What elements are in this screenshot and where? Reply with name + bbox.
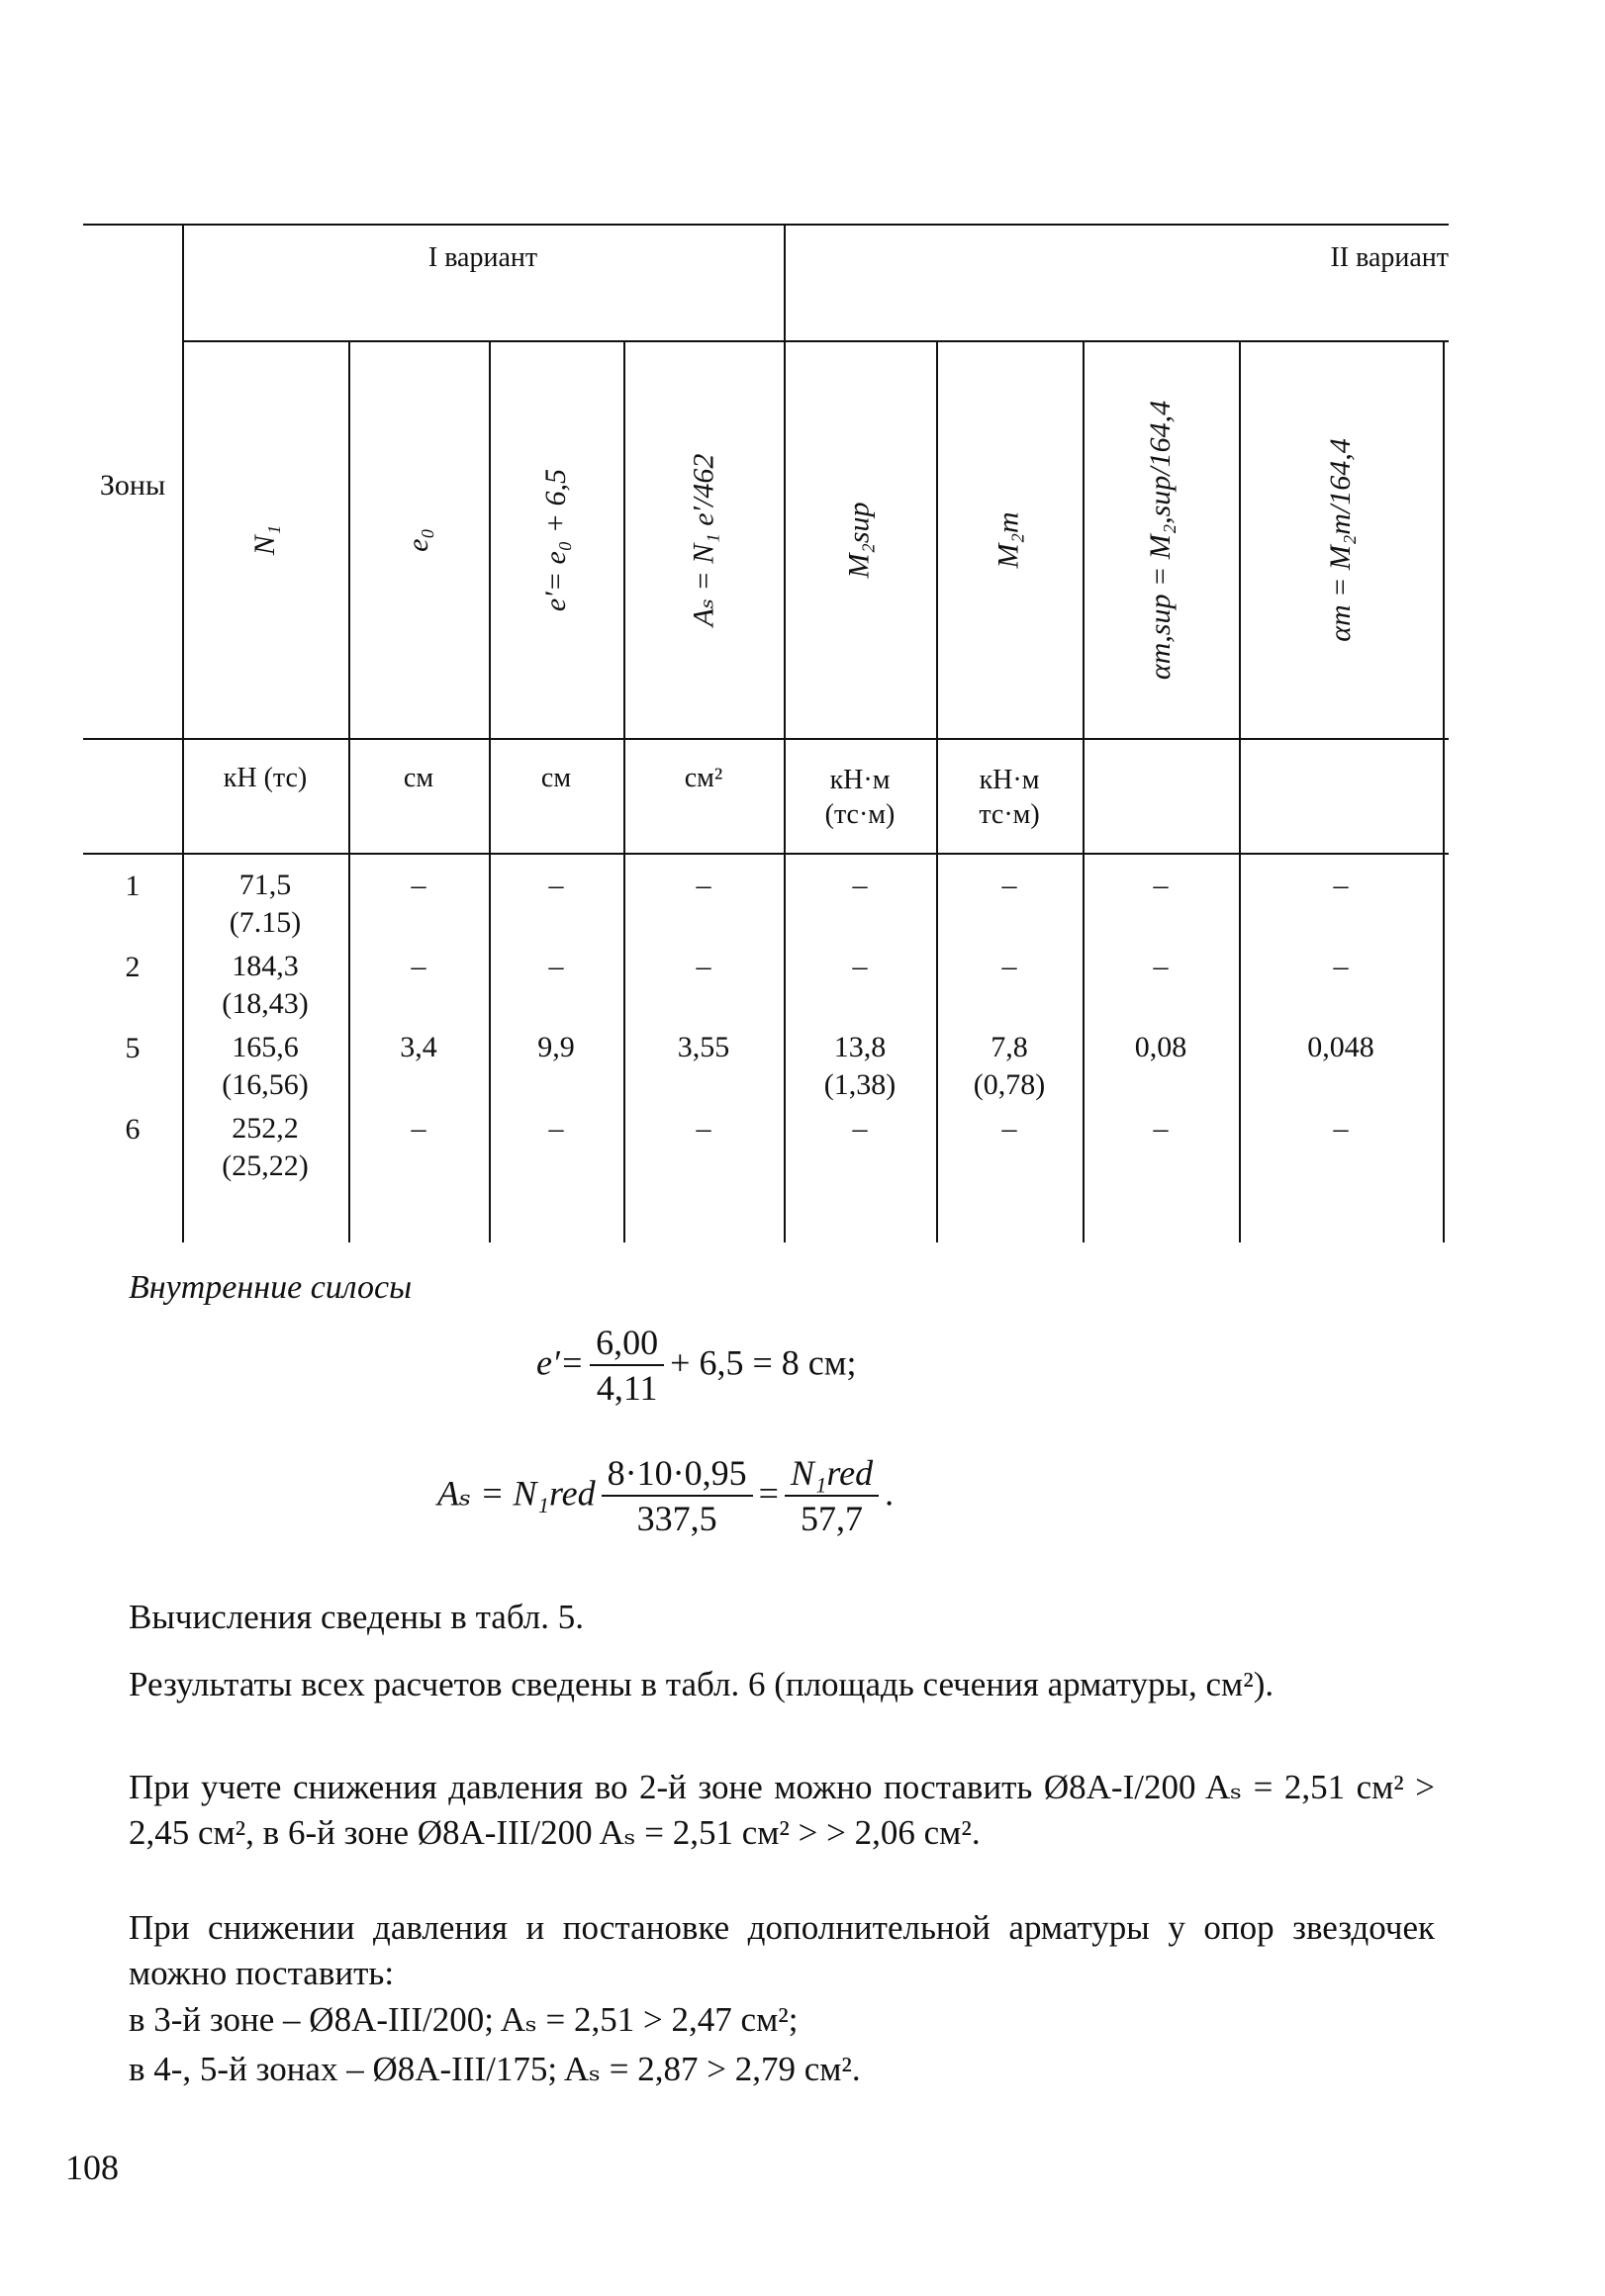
formula-m2sup: M₂sup — [842, 502, 876, 579]
formula2-eq: = — [758, 1473, 779, 1514]
table-cell: 13,8 (1,38) — [823, 1031, 897, 1101]
table-cell: 9,9 — [537, 1031, 575, 1063]
formula-as: Aₛ = N₁ e′/462 — [687, 453, 719, 627]
table-cell: – — [1153, 1112, 1169, 1145]
table-cell: – — [411, 1112, 426, 1145]
line-zone45: в 4-, 5-й зонах – Ø8А-III/175; Aₛ = 2,87 > 2,79 см². — [129, 2050, 861, 2088]
fraction-denominator: 337,5 — [636, 1499, 717, 1539]
table-cell: – — [696, 950, 711, 982]
zone-number: 6 — [125, 1113, 141, 1146]
unit-e0: см — [403, 762, 434, 793]
table-cell: 184,3 (18,43) — [222, 950, 309, 1020]
table-cell: – — [1001, 950, 1017, 982]
table-top-rule — [83, 224, 1449, 226]
table-cell: 0,08 — [1134, 1031, 1187, 1063]
table-cell: – — [411, 950, 426, 982]
line-zone3: в 3-й зоне – Ø8А-III/200; Aₛ = 2,51 > 2,47 см²; — [129, 2000, 799, 2039]
col-header-eprime — [489, 342, 623, 738]
table-cell: – — [1153, 950, 1169, 982]
fraction-numerator: N₁red — [785, 1452, 879, 1497]
variant2-header: II вариант — [1330, 242, 1449, 274]
results-table — [83, 224, 1449, 1242]
paragraph-extra-rebar: При снижении давления и постановке дополнительной арматуры у опор звездочек можно поставить: — [129, 1908, 1435, 1992]
col-header-m2sup — [784, 342, 936, 738]
formula-eprime: e′= e₀ + 6,5 — [539, 468, 572, 612]
col-header-m2m — [936, 342, 1083, 738]
table-cell: – — [1153, 869, 1169, 901]
unit-as: см² — [684, 762, 723, 793]
table-cell: – — [1333, 869, 1349, 901]
table-cell: 0,048 — [1307, 1031, 1374, 1063]
col-header-alpha-m — [1239, 342, 1443, 738]
unit-eprime: см — [540, 762, 572, 793]
fraction — [602, 1452, 753, 1541]
col-divider — [1443, 340, 1445, 1242]
table-cell: – — [852, 950, 868, 982]
table-cell: 71,5 (7.15) — [229, 869, 302, 939]
col-header-e0 — [348, 342, 489, 738]
fraction — [590, 1322, 664, 1411]
page-number: 108 — [65, 2148, 119, 2187]
table-cell: 165,6 (16,56) — [222, 1031, 309, 1101]
formula-alpha-sup: αm,sup = M₂,sup/164,4 — [1144, 400, 1178, 681]
formula2-end: . — [885, 1473, 895, 1514]
fraction-denominator: 57,7 — [800, 1499, 863, 1539]
table-cell: – — [1001, 869, 1017, 901]
fraction-denominator: 4,11 — [596, 1368, 658, 1409]
zone-number: 5 — [125, 1032, 141, 1064]
formula2-lhs: Aₛ = N₁red — [437, 1473, 596, 1514]
header-formula-rule — [83, 738, 1449, 740]
unit-m2m: кН·м тс·м) — [979, 765, 1040, 830]
table-cell: – — [696, 1112, 711, 1145]
unit-m2sup: кН·м (тс·м) — [824, 765, 896, 830]
table-cell: – — [1333, 1112, 1349, 1145]
fraction — [785, 1452, 879, 1541]
fraction-numerator: 8·10·0,95 — [602, 1452, 753, 1497]
formula-m2m: M₂m — [992, 511, 1025, 569]
zone-number: 2 — [125, 951, 141, 983]
unit-n1: кН (тс) — [223, 762, 308, 793]
table-cell: 252,2 (25,22) — [222, 1112, 309, 1182]
formula-e0: e₀ — [402, 528, 434, 552]
formula-eprime-calc — [536, 1322, 857, 1411]
zones-header: Зоны — [99, 469, 166, 502]
table-cell: – — [852, 869, 868, 901]
section-subtitle: Внутренние силосы — [129, 1269, 413, 1306]
paragraph-calc-note: Вычисления сведены в табл. 5. — [129, 1598, 584, 1636]
formula1-rhs: + 6,5 = 8 см; — [670, 1342, 857, 1383]
formula-alpha-m: αm = M₂m/164,4 — [1323, 438, 1357, 642]
header-unit-rule — [83, 853, 1449, 855]
table-cell: – — [696, 869, 711, 901]
formula-as-calc — [437, 1452, 894, 1541]
table-cell: – — [548, 950, 564, 982]
fraction-numerator: 6,00 — [590, 1322, 664, 1366]
col-header-n1 — [182, 342, 348, 738]
table-cell: – — [1333, 950, 1349, 982]
table-cell: 7,8 (0,78) — [973, 1031, 1046, 1101]
table-cell: – — [548, 1112, 564, 1145]
formula1-lhs: e′= — [536, 1342, 585, 1383]
formula-n1: N₁ — [247, 524, 281, 556]
table-cell: – — [852, 1112, 868, 1145]
table-cell: – — [411, 869, 426, 901]
col-header-as — [623, 342, 784, 738]
table-cell: 3,55 — [677, 1031, 730, 1063]
paragraph-pressure: При учете снижения давления во 2-й зоне можно поставить Ø8А-I/200 Aₛ = 2,51 см² > 2,45 см², в 6-й зоне Ø8А-III/200 Aₛ = 2,51 см² > > 2,06 см². — [129, 1768, 1435, 1852]
table-cell: – — [1001, 1112, 1017, 1145]
paragraph-results: Результаты всех расчетов сведены в табл. 6 (площадь сечения арматуры, см²). — [129, 1665, 1275, 1703]
variant1-header: I вариант — [427, 242, 538, 274]
table-cell: 3,4 — [400, 1031, 437, 1063]
zone-number: 1 — [125, 870, 141, 902]
col-header-alpha-sup — [1083, 342, 1239, 738]
table-cell: – — [548, 869, 564, 901]
